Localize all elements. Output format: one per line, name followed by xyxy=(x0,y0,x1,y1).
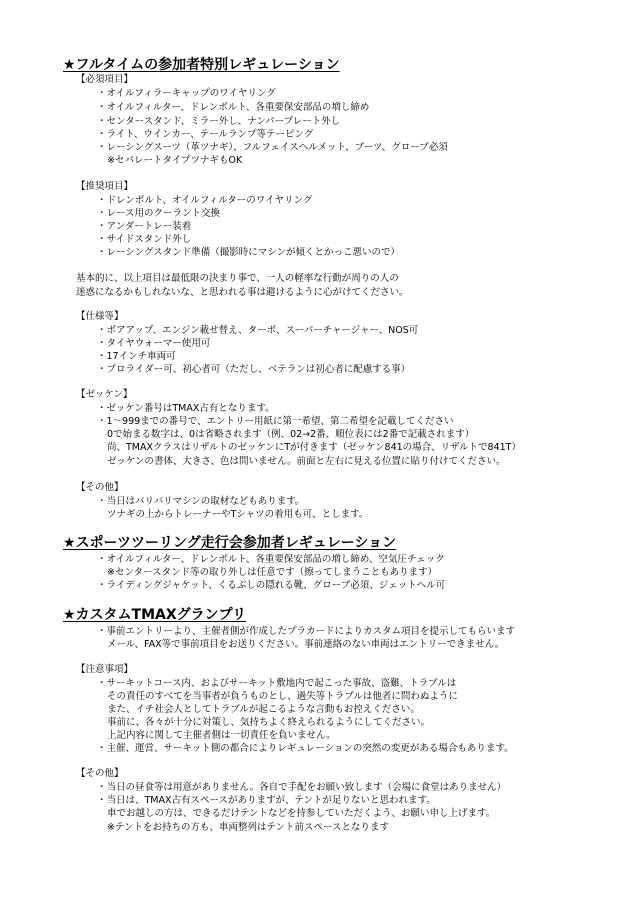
custom-other-item: ・当日は、TMAX占有スペースがありますが、テントが足りないと思われます。 xyxy=(97,795,436,806)
required-heading: 【必須項目】 xyxy=(76,74,134,85)
caution-item: また、イチ社会人としてトラブルが起こるような言動もお控えください。 xyxy=(107,704,420,715)
caution-heading: 【注意事項】 xyxy=(76,664,134,675)
required-item: ・レーシングスーツ（革ツナギ）、フルフェイスヘルメット、ブーツ、グローブ必須 xyxy=(97,142,448,153)
recommended-item: ・レーシングスタンド準備（撮影時にマシンが傾くとかっこ悪いので） xyxy=(97,247,401,258)
general-note-line: 迷惑になるかもしれないな、と思われる事は避けるように心がけてください。 xyxy=(76,287,409,298)
caution-item: 事前に、各々が十分に対策し、気持ちよく終えられるようにしてください。 xyxy=(107,717,431,728)
sport-touring-item: ※センタースタンド等の取り外しは任意です（擦ってしまうこともあります） xyxy=(107,567,438,578)
number-item: ゼッケンの書体、大きさ、色は問いません。前面と左右に見える位置に貼り付けてください。 xyxy=(107,456,506,467)
spec-heading: 【仕様等】 xyxy=(76,311,124,322)
caution-item: 上記内容に関して主催者側は一切責任を負いません。 xyxy=(107,730,336,741)
number-item: ・1～999までの番号で、エントリー用紙に第一希望、第二希望を記載してください xyxy=(97,416,454,427)
required-note: ※セパレートタイプツナギもOK xyxy=(107,155,243,166)
spec-item: ・プロライダー可、初心者可（ただし、ベテランは初心者に配慮する事） xyxy=(97,364,411,375)
other-item: ・当日はバリバリマシンの取材などもあります。 xyxy=(97,496,305,507)
other-heading: 【その他】 xyxy=(76,482,124,493)
required-item: ・オイルフィラーキャップのワイヤリング xyxy=(97,88,276,99)
custom-other-item: 車でお越しの方は、できるだけテントなどを持参していただくよう、お願い申し上げます。 xyxy=(107,808,496,819)
required-item: ・センタースタンド、ミラー外し、ナンバープレート外し xyxy=(97,116,341,127)
custom-intro-line: ・事前エントリーより、主催者側が作成したプラカードによりカスタム項目を提示してもらいます xyxy=(97,626,516,637)
number-item: 尚、TMAXクラスはリザルトのゼッケンにTが付きます（ゼッケン841の場合、リザルトで841T） xyxy=(107,442,521,453)
required-item: ・オイルフィルター、ドレンボルト、各重要保安部品の増し締め xyxy=(97,102,370,113)
sport-touring-item: ・オイルフィルター、ドレンボルト、各重要保安部品の増し締め、空気圧チェック xyxy=(97,554,445,565)
section-title-fulltime: ★フルタイムの参加者特別レギュレーション xyxy=(63,57,340,73)
recommended-heading: 【推奨項目】 xyxy=(76,181,134,192)
custom-other-item: ・当日の昼食等は用意がありません。各自で手配をお願い致します（会場に食堂はありません） xyxy=(97,782,507,793)
custom-other-item: ※テントをお持ちの方も、車両整列はテント前スペースとなります xyxy=(107,822,390,833)
other-item: ツナギの上からトレーナーやTシャツの着用も可、とします。 xyxy=(107,509,369,520)
section-title-sport-touring: ★スポーツツーリング走行会参加者レギュレーション xyxy=(63,535,397,551)
number-heading: 【ゼッケン】 xyxy=(76,389,133,400)
required-item: ・ライト、ウインカー、テールランプ等テーピング xyxy=(97,129,314,140)
sport-touring-item: ・ライディングジャケット、くるぶしの隠れる靴、グローブ必須、ジェットヘル可 xyxy=(97,580,446,591)
general-note-line: 基本的に、以上項目は最低限の決まり事で、一人の軽率な行動が周りの人の xyxy=(76,273,399,284)
number-item: ・ゼッケン番号はTMAX占有となります。 xyxy=(97,403,275,414)
custom-intro-line: メール、FAX等で事前項目をお送りください。事前連絡のない車両はエントリーできません。 xyxy=(107,639,505,650)
number-item: 0で始まる数字は、0は省略されます（例、02→2番、順位表には2番で記載されます） xyxy=(107,429,475,440)
spec-item: ・タイヤウォーマー使用可 xyxy=(97,338,211,349)
custom-other-heading: 【その他】 xyxy=(76,768,124,779)
recommended-item: ・ドレンボルト、オイルフィルターのワイヤリング xyxy=(97,195,313,206)
spec-item: ・ボアアップ、エンジン載せ替え、ターボ、スーパーチャージャー、NOS可 xyxy=(97,325,419,336)
recommended-item: ・レース用のクーラント交換 xyxy=(97,208,221,219)
caution-item: ・主催、運営、サーキット側の都合によりレギュレーションの突然の変更がある場合もあります。 xyxy=(97,743,514,754)
caution-item: その責任のすべてを当事者が負うものとし、過失等トラブルは他者に問わぬように xyxy=(107,691,458,702)
section-title-custom-tmax: ★カスタムTMAXグランプリ xyxy=(63,607,247,623)
caution-item: ・サーキットコース内、およびサーキット敷地内で起こった事故、盗難、トラブルは xyxy=(97,678,457,689)
spec-item: ・17インチ車両可 xyxy=(97,351,176,362)
recommended-item: ・アンダートレー装着 xyxy=(97,221,192,232)
recommended-item: ・サイドスタンド外し xyxy=(97,234,192,245)
